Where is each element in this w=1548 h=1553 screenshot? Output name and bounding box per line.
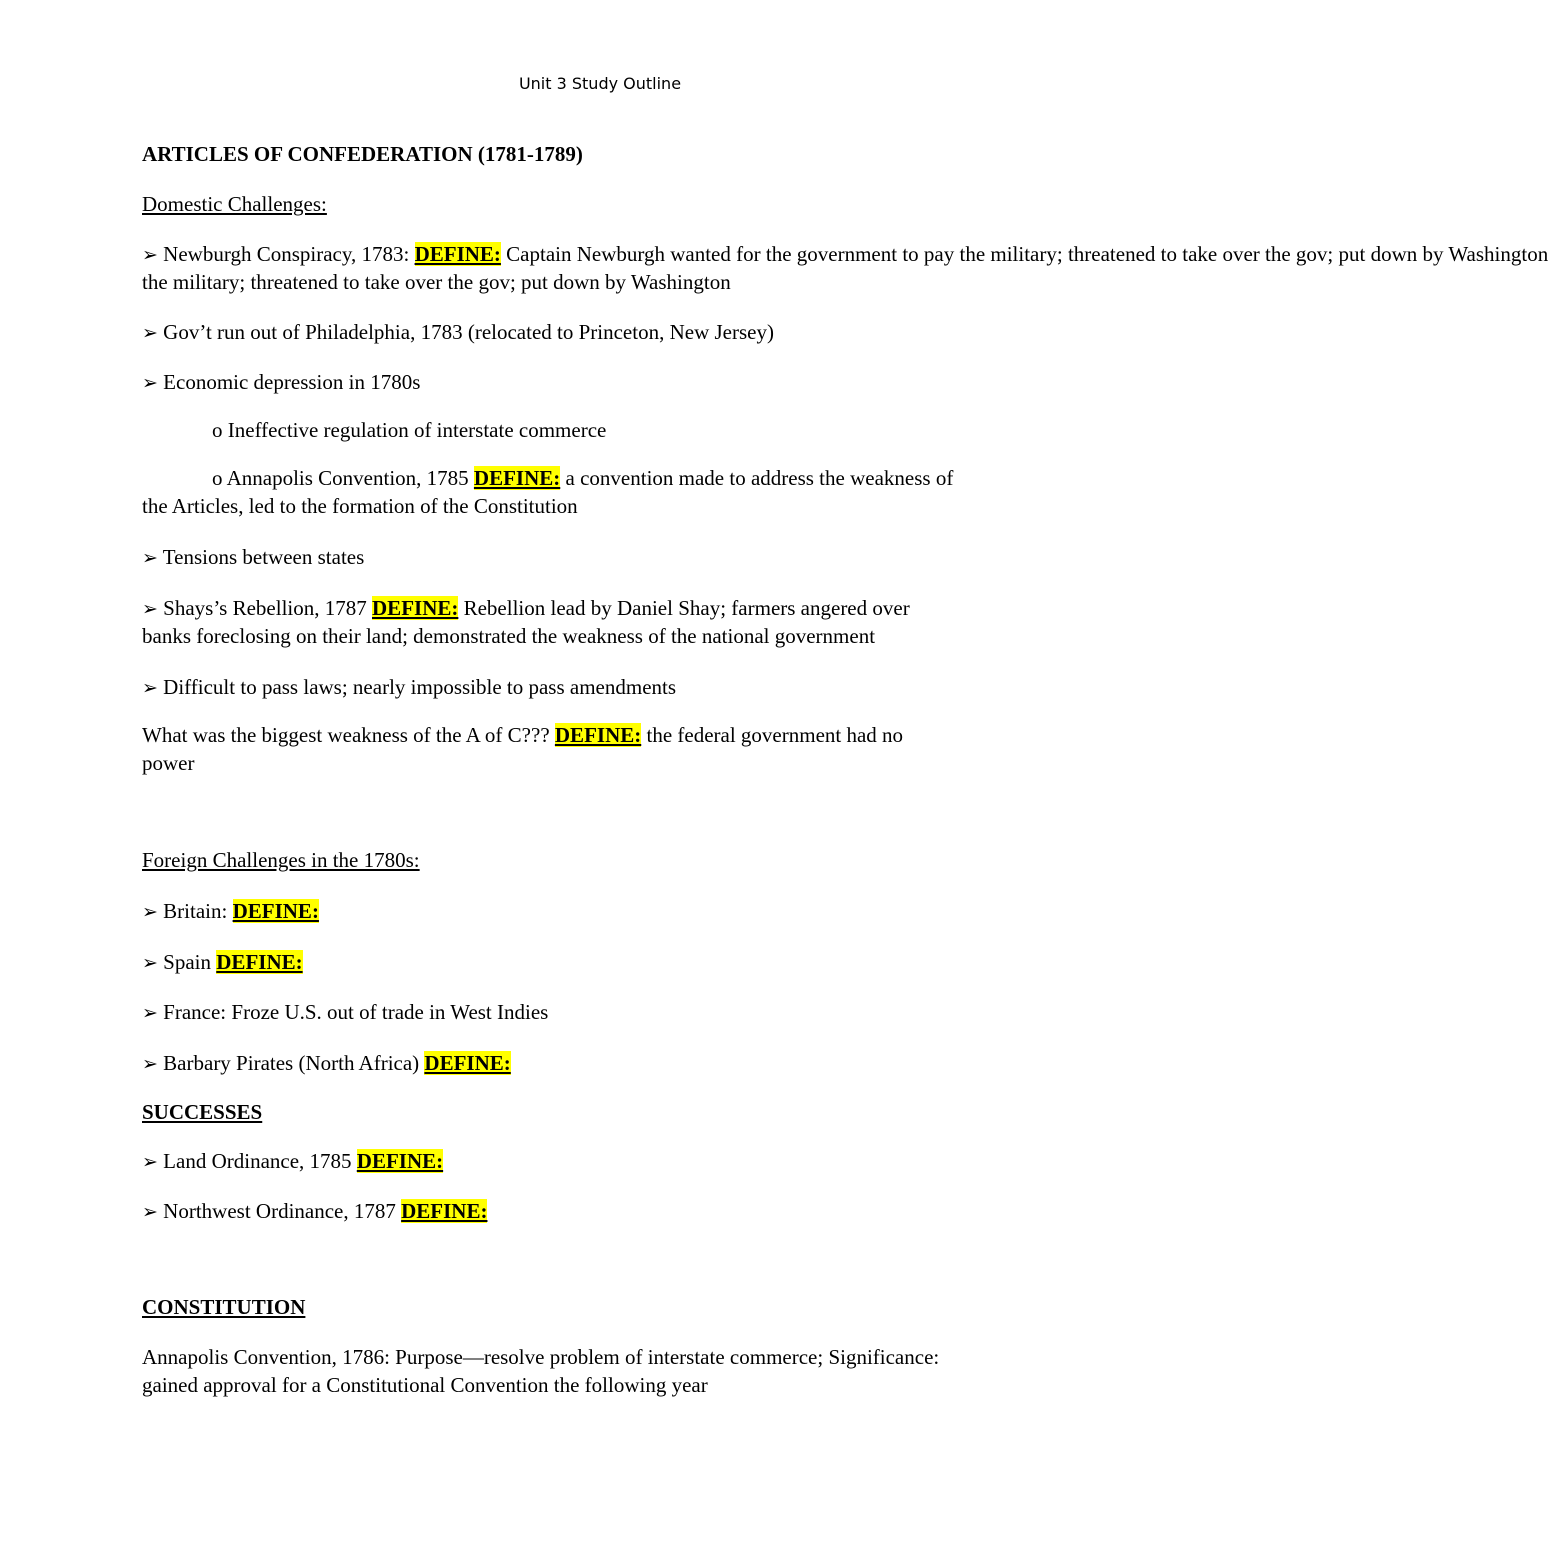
define-highlight: DEFINE: xyxy=(372,596,459,620)
bullet-depression: ➢ Economic depression in 1780s xyxy=(142,370,421,394)
subbullet-annapolis-1785-cont: the Articles, led to the formation of the Constitution xyxy=(142,494,578,518)
arrow-bullet-icon: ➢ xyxy=(142,901,158,923)
arrow-bullet-icon: ➢ xyxy=(142,1151,158,1173)
section-title-articles: ARTICLES OF CONFEDERATION (1781-1789) xyxy=(142,142,583,166)
define-highlight: DEFINE: xyxy=(473,466,561,490)
arrow-bullet-icon: ➢ xyxy=(142,952,158,974)
bullet-shays: ➢ Shays’s Rebellion, 1787 DEFINE: Rebellion lead by Daniel Shay; farmers angered over xyxy=(142,596,910,620)
successes-heading: SUCCESSES xyxy=(142,1100,263,1124)
bullet-spain: ➢ Spain DEFINE: xyxy=(142,950,303,974)
define-highlight: DEFINE: xyxy=(414,242,501,266)
arrow-bullet-icon: ➢ xyxy=(142,1201,158,1223)
arrow-bullet-icon: ➢ xyxy=(142,244,158,266)
define-highlight: DEFINE: xyxy=(401,1199,488,1223)
bullet-philadelphia: ➢ Gov’t run out of Philadelphia, 1783 (relocated to Princeton, New Jersey) xyxy=(142,320,774,344)
bullet-france: ➢ France: Froze U.S. out of trade in West Indies xyxy=(142,1000,549,1024)
define-highlight: DEFINE: xyxy=(216,950,303,974)
arrow-bullet-icon: ➢ xyxy=(142,598,158,620)
annapolis-1786-line1: Annapolis Convention, 1786: Purpose—resolve problem of interstate commerce; Significance: xyxy=(142,1345,940,1369)
foreign-challenges-heading: Foreign Challenges in the 1780s: xyxy=(142,848,420,872)
page-header: Unit 3 Study Outline xyxy=(518,74,682,93)
arrow-bullet-icon: ➢ xyxy=(142,372,158,394)
bullet-barbary: ➢ Barbary Pirates (North Africa) DEFINE: xyxy=(142,1051,511,1075)
bullet-tensions: ➢ Tensions between states xyxy=(142,545,365,569)
define-highlight: DEFINE: xyxy=(424,1051,511,1075)
arrow-bullet-icon: ➢ xyxy=(142,1053,158,1075)
question-weakness-cont: power xyxy=(142,751,195,775)
arrow-bullet-icon: ➢ xyxy=(142,677,158,699)
bullet-northwest-ordinance: ➢ Northwest Ordinance, 1787 DEFINE: xyxy=(142,1199,488,1223)
bullet-newburgh-cont: the military; threatened to take over the gov; put down by Washington xyxy=(142,270,731,294)
arrow-bullet-icon: ➢ xyxy=(142,1002,158,1024)
bullet-land-ordinance: ➢ Land Ordinance, 1785 DEFINE: xyxy=(142,1149,444,1173)
define-highlight: DEFINE: xyxy=(356,1149,444,1173)
subbullet-commerce: o Ineffective regulation of interstate commerce xyxy=(212,418,607,442)
domestic-challenges-heading: Domestic Challenges: xyxy=(142,192,327,216)
constitution-heading: CONSTITUTION xyxy=(142,1295,306,1319)
bullet-shays-cont: banks foreclosing on their land; demonstrated the weakness of the national government xyxy=(142,624,876,648)
annapolis-1786-line2: gained approval for a Constitutional Convention the following year xyxy=(142,1373,708,1397)
question-weakness: What was the biggest weakness of the A of C??? DEFINE: the federal government had no xyxy=(142,723,904,747)
bullet-laws: ➢ Difficult to pass laws; nearly impossible to pass amendments xyxy=(142,675,677,699)
bullet-newburgh: ➢ Newburgh Conspiracy, 1783: DEFINE: Captain Newburgh wanted for the government to pay the military; threatened to take over the gov; put down by Washington xyxy=(142,242,1548,266)
define-highlight: DEFINE: xyxy=(232,899,319,923)
arrow-bullet-icon: ➢ xyxy=(142,547,158,569)
subbullet-annapolis-1785: o Annapolis Convention, 1785 DEFINE: a convention made to address the weakness of xyxy=(212,466,954,490)
bullet-britain: ➢ Britain: DEFINE: xyxy=(142,899,319,923)
arrow-bullet-icon: ➢ xyxy=(142,322,158,344)
define-highlight: DEFINE: xyxy=(554,723,642,747)
